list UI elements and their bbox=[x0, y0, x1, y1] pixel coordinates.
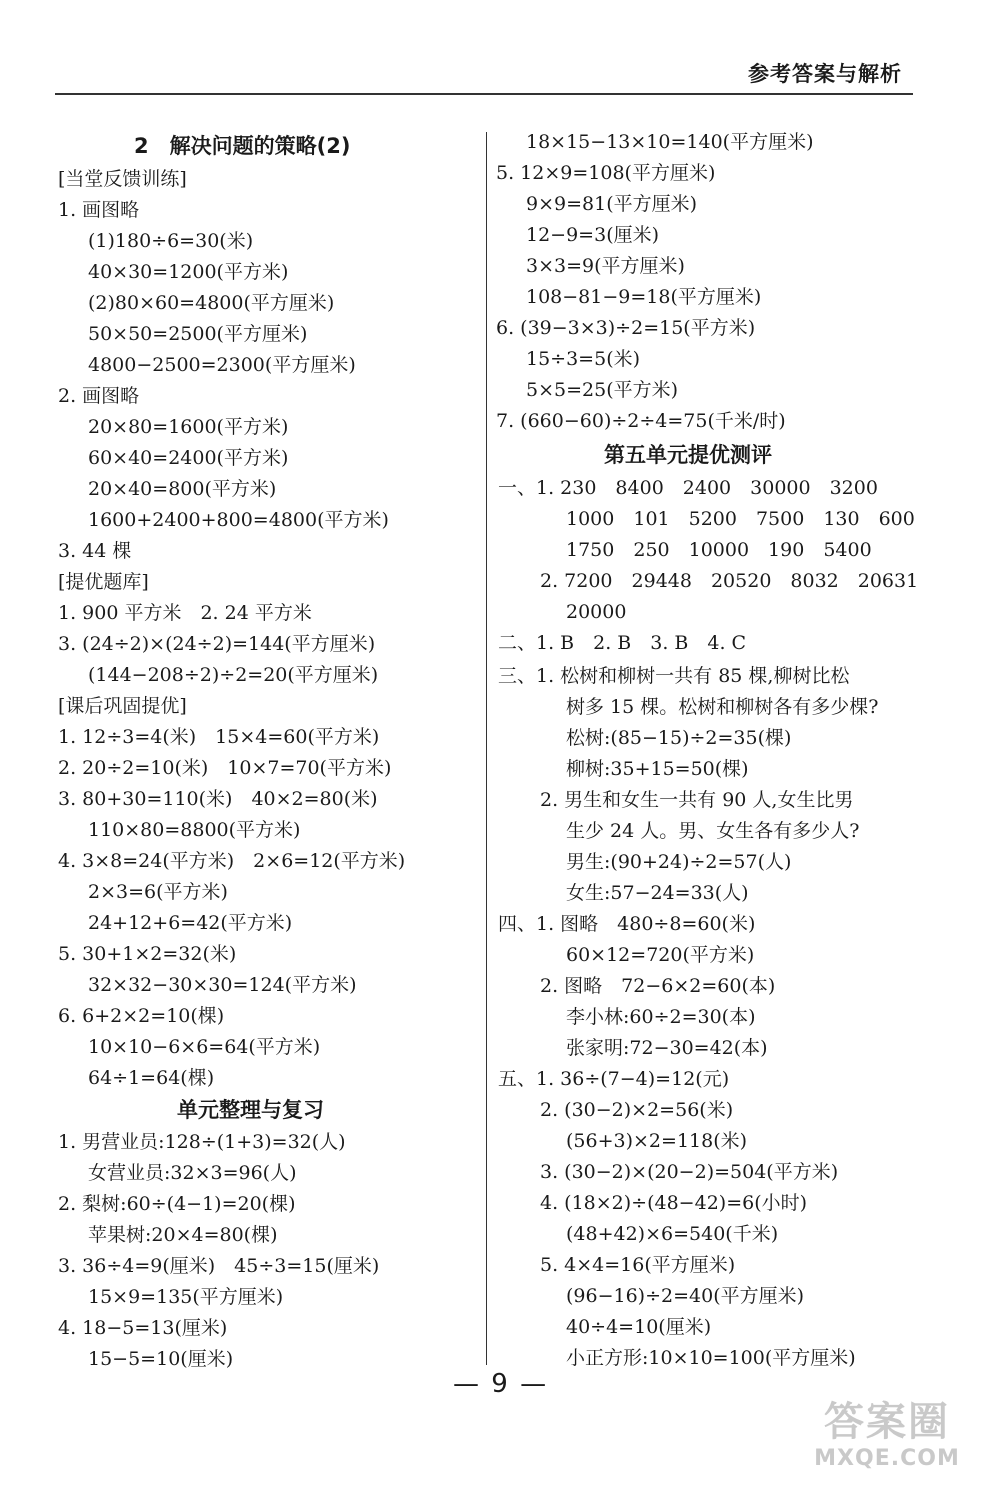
section-heading: 2 解决问题的策略(2) bbox=[134, 134, 351, 158]
answer-line: 15−5=10(厘米) bbox=[88, 1348, 234, 1370]
answer-line: 一、1. 230 8400 2400 30000 3200 bbox=[498, 477, 878, 499]
answer-line: 树多 15 棵。松树和柳树各有多少棵? bbox=[566, 696, 879, 718]
answer-line: 5. 4×4=16(平方厘米) bbox=[540, 1254, 736, 1276]
answer-line: 小正方形:10×10=100(平方厘米) bbox=[566, 1347, 856, 1369]
answer-line: 1. 男营业员:128÷(1+3)=32(人) bbox=[58, 1131, 346, 1153]
answer-line: 5. 12×9=108(平方厘米) bbox=[496, 162, 716, 184]
answer-line: 松树:(85−15)÷2=35(棵) bbox=[566, 727, 792, 749]
answer-line: (56+3)×2=118(米) bbox=[566, 1130, 748, 1152]
answer-line: 20×80=1600(平方米) bbox=[88, 416, 289, 438]
answer-line: 10×10−6×6=64(平方米) bbox=[88, 1036, 321, 1058]
answer-line: 张家明:72−30=42(本) bbox=[566, 1037, 768, 1059]
watermark-url: MXQE.COM bbox=[814, 1446, 960, 1471]
answer-line: (1)180÷6=30(米) bbox=[88, 230, 254, 252]
answer-line: 2. 图略 72−6×2=60(本) bbox=[540, 975, 776, 997]
header-rule bbox=[55, 93, 913, 95]
answer-line: 15×9=135(平方厘米) bbox=[88, 1286, 284, 1308]
answer-line: 50×50=2500(平方厘米) bbox=[88, 323, 308, 345]
answer-line: 柳树:35+15=50(棵) bbox=[566, 758, 749, 780]
answer-line: 2. 画图略 bbox=[58, 385, 140, 407]
header-title: 参考答案与解析 bbox=[748, 62, 902, 86]
answer-line: 24+12+6=42(平方米) bbox=[88, 912, 293, 934]
answer-line: 15÷3=5(米) bbox=[526, 348, 641, 370]
answer-line: 60×40=2400(平方米) bbox=[88, 447, 289, 469]
answer-line: 3. (30−2)×(20−2)=504(平方米) bbox=[540, 1161, 839, 1183]
answer-line: 5×5=25(平方米) bbox=[526, 379, 679, 401]
section-heading: 单元整理与复习 bbox=[177, 1098, 324, 1122]
answer-line: (144−208÷2)÷2=20(平方厘米) bbox=[88, 664, 379, 686]
answer-line: 64÷1=64(棵) bbox=[88, 1067, 215, 1089]
answer-line: 6. 6+2×2=10(棵) bbox=[58, 1005, 225, 1027]
answer-line: 7. (660−60)÷2÷4=75(千米/时) bbox=[496, 410, 786, 432]
answer-line: 2×3=6(平方米) bbox=[88, 881, 228, 903]
subsection-label: [课后巩固提优] bbox=[58, 695, 187, 717]
answer-line: 2. (30−2)×2=56(米) bbox=[540, 1099, 734, 1121]
answer-line: (48+42)×6=540(千米) bbox=[566, 1223, 779, 1245]
answer-line: 40×30=1200(平方米) bbox=[88, 261, 289, 283]
answer-line: 3. 36÷4=9(厘米) 45÷3=15(厘米) bbox=[58, 1255, 380, 1277]
answer-line: 4800−2500=2300(平方厘米) bbox=[88, 354, 356, 376]
answer-line: 12−9=3(厘米) bbox=[526, 224, 660, 246]
answer-line: 5. 30+1×2=32(米) bbox=[58, 943, 237, 965]
answer-line: 女营业员:32×3=96(人) bbox=[88, 1162, 297, 1184]
answer-line: 108−81−9=18(平方厘米) bbox=[526, 286, 762, 308]
answer-line: (2)80×60=4800(平方厘米) bbox=[88, 292, 335, 314]
answer-line: 4. 3×8=24(平方米) 2×6=12(平方米) bbox=[58, 850, 406, 872]
answer-line: 1. 画图略 bbox=[58, 199, 140, 221]
answer-line: 32×32−30×30=124(平方米) bbox=[88, 974, 357, 996]
answer-line: 李小林:60÷2=30(本) bbox=[566, 1006, 756, 1028]
answer-line: 6. (39−3×3)÷2=15(平方米) bbox=[496, 317, 756, 339]
answer-line: 20000 bbox=[566, 601, 627, 623]
answer-line: 3. (24÷2)×(24÷2)=144(平方厘米) bbox=[58, 633, 376, 655]
answer-line: 4. 18−5=13(厘米) bbox=[58, 1317, 228, 1339]
answer-line: 二、1. B 2. B 3. B 4. C bbox=[498, 632, 747, 654]
answer-line: 9×9=81(平方厘米) bbox=[526, 193, 698, 215]
answer-line: (96−16)÷2=40(平方厘米) bbox=[566, 1285, 805, 1307]
answer-line: 3. 44 棵 bbox=[58, 540, 132, 562]
answer-line: 2. 20÷2=10(米) 10×7=70(平方米) bbox=[58, 757, 392, 779]
answer-line: 1750 250 10000 190 5400 bbox=[566, 539, 872, 561]
answer-line: 三、1. 松树和柳树一共有 85 棵,柳树比松 bbox=[498, 665, 850, 687]
answer-line: 18×15−13×10=140(平方厘米) bbox=[526, 131, 814, 153]
answer-line: 4. (18×2)÷(48−42)=6(小时) bbox=[540, 1192, 808, 1214]
watermark-logo bbox=[792, 1398, 982, 1482]
answer-line: 110×80=8800(平方米) bbox=[88, 819, 301, 841]
answer-line: 40÷4=10(厘米) bbox=[566, 1316, 712, 1338]
answer-line: 2. 梨树:60÷(4−1)=20(棵) bbox=[58, 1193, 296, 1215]
answer-line: 苹果树:20×4=80(棵) bbox=[88, 1224, 278, 1246]
page-number: — 9 — bbox=[453, 1369, 549, 1399]
watermark-text: 答案圈 bbox=[824, 1399, 950, 1445]
answer-line: 1. 12÷3=4(米) 15×4=60(平方米) bbox=[58, 726, 380, 748]
answer-line: 3. 80+30=110(米) 40×2=80(米) bbox=[58, 788, 378, 810]
answer-line: 男生:(90+24)÷2=57(人) bbox=[566, 851, 792, 873]
answer-line: 1000 101 5200 7500 130 600 bbox=[566, 508, 915, 530]
answer-line: 五、1. 36÷(7−4)=12(元) bbox=[498, 1068, 730, 1090]
subsection-label: [当堂反馈训练] bbox=[58, 168, 187, 190]
answer-line: 1600+2400+800=4800(平方米) bbox=[88, 509, 389, 531]
answer-line: 生少 24 人。男、女生各有多少人? bbox=[566, 820, 860, 842]
answer-line: 60×12=720(平方米) bbox=[566, 944, 755, 966]
column-divider bbox=[486, 132, 487, 1365]
answer-line: 2. 男生和女生一共有 90 人,女生比男 bbox=[540, 789, 854, 811]
answer-line: 1. 900 平方米 2. 24 平方米 bbox=[58, 602, 312, 624]
answer-line: 女生:57−24=33(人) bbox=[566, 882, 749, 904]
section-heading: 第五单元提优测评 bbox=[604, 443, 772, 467]
subsection-label: [提优题库] bbox=[58, 571, 149, 593]
answer-line: 2. 7200 29448 20520 8032 20631 bbox=[540, 570, 919, 592]
answer-line: 四、1. 图略 480÷8=60(米) bbox=[498, 913, 756, 935]
answer-line: 20×40=800(平方米) bbox=[88, 478, 277, 500]
answer-line: 3×3=9(平方厘米) bbox=[526, 255, 685, 277]
